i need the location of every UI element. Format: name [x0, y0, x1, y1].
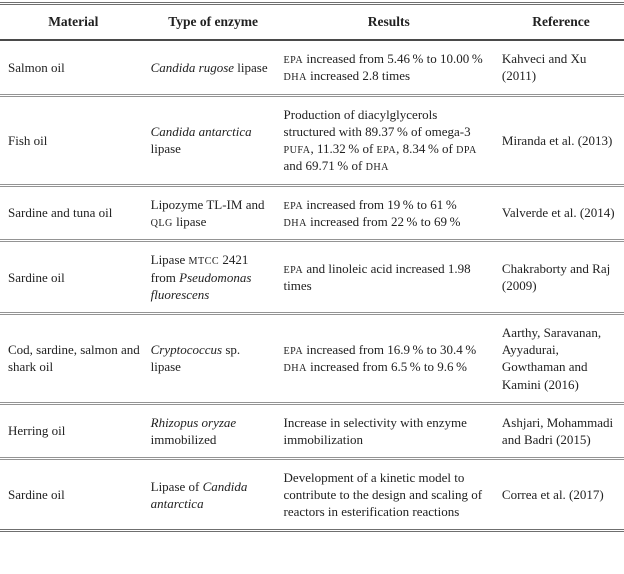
text: lipase	[150, 141, 181, 157]
text-line	[151, 123, 274, 157]
cell-results	[280, 241, 498, 314]
cell-material	[0, 95, 147, 185]
abbreviation: PUFA	[283, 144, 311, 156]
enzyme-results-table	[0, 2, 624, 532]
cell-results	[280, 314, 498, 404]
cell-material	[0, 459, 147, 531]
text-line	[284, 260, 492, 295]
text: increased from 5.46 % to 10.00 %	[303, 50, 483, 66]
header-enzyme: Type of enzyme	[147, 4, 280, 40]
header-row	[0, 4, 624, 40]
text: sp. lipase	[150, 342, 241, 375]
text: and linoleic acid increased 1.98 times	[283, 260, 471, 294]
abbreviation: EPA	[376, 144, 397, 156]
cell-material	[0, 314, 147, 404]
cell-reference	[498, 40, 624, 95]
cell-material	[0, 40, 147, 95]
text: Miranda et al. (2013)	[501, 132, 613, 148]
text: Development of a kinetic model to contribute to the design and scaling of reactors in esterification reactions	[283, 470, 483, 520]
text: Production of diacylglycerols structured with 89.37 % of omega-3	[283, 106, 471, 139]
table-row	[0, 185, 624, 241]
abbreviation: EPA	[283, 54, 304, 66]
text: Sardine and tuna oil	[8, 205, 113, 221]
abbreviation: MTCC	[188, 256, 220, 268]
text: Lipozyme TL-IM and	[150, 196, 265, 212]
cell-reference	[498, 185, 624, 241]
cell-enzyme	[147, 40, 280, 95]
cell-results	[280, 95, 498, 185]
text: Chakraborty and Raj (2009)	[501, 261, 611, 294]
text-line	[502, 324, 618, 393]
table-body	[0, 40, 624, 531]
abbreviation: DHA	[283, 72, 307, 84]
cell-enzyme	[147, 185, 280, 241]
text: increased 2.8 times	[306, 68, 411, 84]
cell-material	[0, 403, 147, 458]
text: increased from 22 % to 69 %	[306, 214, 461, 229]
header-material: Material	[0, 4, 147, 40]
table-row	[0, 314, 624, 404]
text: , 8.34 % of	[396, 140, 457, 156]
text: lipase	[172, 213, 207, 229]
text: Lipase of	[150, 478, 203, 494]
cell-reference	[498, 95, 624, 185]
text-line	[502, 132, 618, 149]
text: Sardine oil	[8, 269, 65, 285]
abbreviation: EPA	[283, 346, 304, 357]
text: Kahveci and Xu (2011)	[501, 51, 587, 84]
text: increased from 6.5 % to 9.6 %	[306, 359, 467, 375]
text: 2421 from	[150, 252, 249, 285]
cell-results	[280, 40, 498, 95]
abbreviation: EPA	[283, 264, 304, 276]
species-name: Pseudomonas fluorescens	[150, 269, 252, 302]
text: , 11.32 % of	[310, 140, 377, 156]
text: Aarthy, Saravanan, Ayyadurai, Gowthaman and Kamini (2016)	[501, 325, 602, 392]
cell-results	[280, 185, 498, 241]
species-name: Candida antarctica	[150, 123, 252, 139]
text-line	[151, 59, 274, 76]
cell-material	[0, 185, 147, 241]
cell-enzyme	[147, 241, 280, 314]
cell-enzyme	[147, 403, 280, 458]
cell-enzyme	[147, 459, 280, 531]
table-header	[0, 4, 624, 40]
text-line	[8, 341, 141, 375]
text-line	[151, 196, 274, 231]
text-line	[8, 204, 141, 221]
text-line	[502, 414, 618, 448]
text: lipase	[234, 59, 268, 75]
header-reference: Reference	[498, 4, 624, 40]
text: and 69.71 % of	[283, 158, 366, 174]
text-line	[151, 341, 274, 375]
cell-results	[280, 459, 498, 531]
text: increased from 19 % to 61 %	[303, 196, 457, 212]
text: Fish oil	[8, 132, 48, 148]
abbreviation: EPA	[283, 200, 304, 212]
text-line	[502, 486, 618, 503]
cell-reference	[498, 403, 624, 458]
text-line	[502, 204, 618, 221]
text-line	[151, 251, 274, 303]
abbreviation: DHA	[283, 363, 307, 375]
species-name: Candida rugose	[150, 59, 235, 75]
text-line	[8, 269, 141, 286]
text-line	[8, 59, 141, 76]
text-line	[151, 414, 274, 448]
text: increased from 16.9 % to 30.4 %	[303, 342, 477, 357]
table-row	[0, 40, 624, 95]
text: Increase in selectivity with enzyme immobilization	[283, 414, 467, 447]
abbreviation: DPA	[456, 144, 477, 156]
text: Lipase	[150, 252, 189, 268]
cell-material	[0, 241, 147, 314]
abbreviation: DHA	[365, 162, 389, 174]
cell-enzyme	[147, 95, 280, 185]
cell-results	[280, 403, 498, 458]
text-line	[284, 106, 492, 175]
cell-reference	[498, 241, 624, 314]
text-line	[8, 422, 141, 439]
text-line	[284, 50, 492, 67]
text: Ashjari, Mohammadi and Badri (2015)	[501, 414, 614, 447]
cell-enzyme	[147, 314, 280, 404]
abbreviation: DHA	[283, 218, 307, 229]
species-name: Candida antarctica	[150, 478, 248, 511]
text-line	[284, 67, 492, 84]
species-name: Cryptococcus	[150, 342, 223, 358]
text: Valverde et al. (2014)	[501, 205, 615, 221]
table-row	[0, 95, 624, 185]
table-row	[0, 459, 624, 531]
text: immobilized	[150, 431, 217, 447]
table-row	[0, 403, 624, 458]
text-line	[8, 132, 141, 149]
text-line	[284, 414, 492, 448]
text-line	[502, 260, 618, 294]
text-line	[151, 478, 274, 512]
text: Sardine oil	[8, 487, 65, 503]
text: Cod, sardine, salmon and shark oil	[8, 342, 140, 375]
cell-reference	[498, 314, 624, 404]
text: Herring oil	[8, 423, 66, 439]
text: Salmon oil	[8, 59, 65, 75]
text: Correa et al. (2017)	[501, 487, 604, 503]
text-line	[284, 341, 492, 358]
text-line	[502, 50, 618, 84]
text-line	[8, 486, 141, 503]
text-line	[284, 213, 492, 230]
header-results: Results	[280, 4, 498, 40]
cell-reference	[498, 459, 624, 531]
text-line	[284, 358, 492, 375]
text-line	[284, 196, 492, 213]
species-name: Rhizopus oryzae	[150, 414, 237, 430]
table-row	[0, 241, 624, 314]
abbreviation: QLG	[150, 217, 173, 229]
text-line	[284, 469, 492, 520]
